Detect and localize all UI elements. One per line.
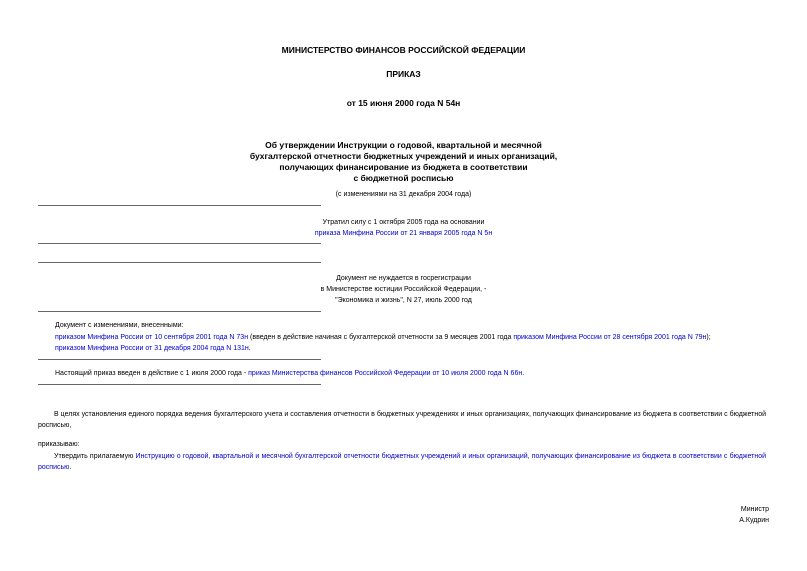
divider: [38, 311, 321, 312]
registration-line: Документ не нуждается в госрегистрации: [336, 275, 471, 282]
divider: [38, 243, 321, 244]
registration-note: [0, 273, 807, 306]
preamble-paragraph: В целях установления единого порядка ведения бухгалтерского учета и составления отчетности в бюджетных учреждениях и иных организациях, получающих финансирование из бюджета в соответствии с бюджетной росписью,: [38, 411, 766, 429]
date-number: от 15 июня 2000 года N 54н: [346, 98, 461, 108]
change-link[interactable]: приказом Минфина России от 31 декабря 2004 года N 131н: [55, 345, 249, 352]
expired-link[interactable]: приказа Минфина России от 21 января 2005 года N 5н: [314, 230, 493, 237]
divider: [38, 359, 321, 360]
changes-item: [55, 333, 711, 342]
document-title: [0, 140, 807, 184]
change-text: );: [706, 334, 711, 341]
divider: [38, 262, 321, 263]
approve-paragraph: [38, 451, 766, 473]
change-text: .: [248, 345, 251, 352]
approve-text: Утвердить прилагаемую: [54, 453, 136, 460]
changes-item: [55, 344, 251, 353]
effective-text: Настоящий приказ введен в действие с 1 июля 2000 года -: [55, 370, 249, 377]
divider: [38, 205, 321, 206]
expired-block: [0, 229, 807, 238]
effective-end: .: [522, 370, 525, 377]
change-link[interactable]: приказом Минфина России от 28 сентября 2001 года N 79н: [513, 334, 707, 341]
change-link[interactable]: приказом Минфина России от 10 сентября 2001 года N 73н: [55, 334, 249, 341]
changes-intro: Документ с изменениями, внесенными:: [55, 322, 184, 329]
signature-position: Министр: [740, 506, 769, 513]
order-word: приказываю:: [38, 441, 80, 448]
change-text: (введен в действие начиная с бухгалтерской отчетности за 9 месяцев 2001 года: [248, 334, 514, 341]
effective-note: [55, 369, 524, 378]
ministry-heading: МИНИСТЕРСТВО ФИНАНСОВ РОССИЙСКОЙ ФЕДЕРАЦИИ: [281, 45, 526, 55]
approve-end: .: [69, 464, 72, 471]
title-line: с бюджетной росписью: [353, 173, 454, 183]
registration-line: "Экономика и жизнь", N 27, июль 2000 год: [335, 297, 472, 304]
title-line: получающих финансирование из бюджета в соответствии: [279, 162, 528, 172]
title-line: Об утверждении Инструкции о годовой, квартальной и месячной: [265, 140, 542, 150]
expired-text: Утратил силу с 1 октября 2005 года на основании: [322, 219, 485, 226]
title-line: бухгалтерской отчетности бюджетных учреждений и иных организаций,: [249, 151, 558, 161]
amendments-note: (с изменениями на 31 декабря 2004 года): [335, 191, 472, 198]
instruction-link[interactable]: Инструкцию о годовой, квартальной и месячной бухгалтерской отчетности бюджетных учреждений и иных организаций, получающих финансирование из бюджета в соответствии с бюджетной росписью: [38, 453, 766, 471]
registration-line: в Министерстве юстиции Российской Федерации, -: [320, 286, 487, 293]
signature-name: А.Кудрин: [739, 517, 769, 524]
effective-link[interactable]: приказ Министерства финансов Российской Федерации от 10 июля 2000 года N 66н: [248, 370, 523, 377]
divider: [38, 384, 321, 385]
doc-type-heading: ПРИКАЗ: [386, 69, 421, 79]
signature-block: [739, 504, 769, 526]
